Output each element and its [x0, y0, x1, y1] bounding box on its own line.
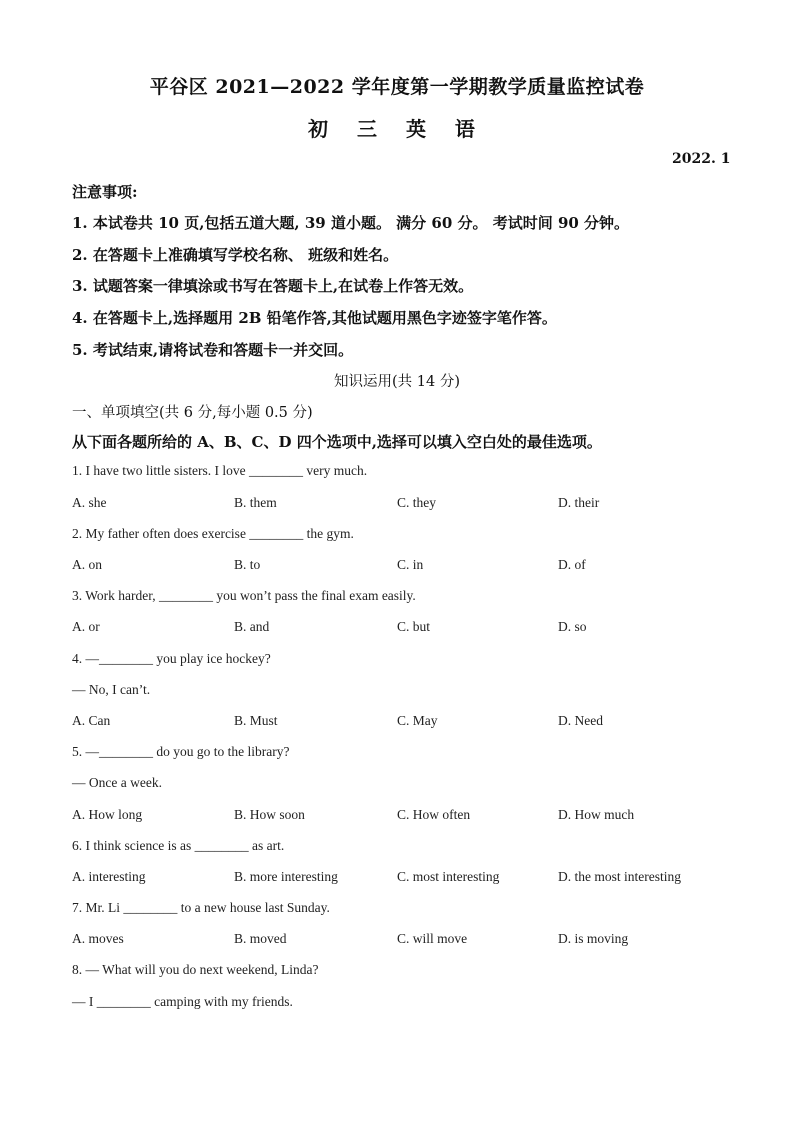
option-b: B. them [234, 495, 277, 510]
option-a: A. on [72, 557, 102, 572]
question-stem: 2. My father often does exercise ________ the gym. [72, 526, 354, 541]
option-b: B. to [234, 557, 261, 572]
option-c: C. How often [397, 807, 471, 822]
notice-item: 5. 考试结束,请将试卷和答题卡一并交回。 [72, 341, 354, 359]
option-a: A. interesting [72, 869, 146, 884]
question-stem: 1. I have two little sisters. I love ________ very much. [72, 463, 368, 478]
question-stem: 5. —________ do you go to the library? [72, 744, 290, 759]
notice-heading: 注意事项: [72, 183, 138, 201]
option-d: D. so [558, 619, 587, 634]
option-b: B. moved [234, 931, 287, 946]
option-b: B. and [234, 619, 270, 634]
dialogue-response: — No, I can’t. [72, 682, 151, 697]
option-a: A. How long [72, 807, 143, 822]
option-a: A. moves [72, 931, 124, 946]
dialogue-response: — I ________ camping with my friends. [72, 994, 293, 1009]
option-c: C. May [397, 713, 438, 728]
question-stem: 8. — What will you do next weekend, Linda? [72, 962, 319, 977]
notice-item: 2. 在答题卡上准确填写学校名称、 班级和姓名。 [72, 246, 399, 264]
option-b: B. more interesting [234, 869, 338, 884]
notice-item: 4. 在答题卡上,选择题用 2B 铅笔作答,其他试题用黑色字迹签字笔作答。 [72, 309, 557, 327]
exam-subtitle: 初 三 英 语 [308, 117, 486, 141]
question-stem: 7. Mr. Li ________ to a new house last Sunday. [72, 900, 330, 915]
question-stem: 6. I think science is as ________ as art. [72, 838, 285, 853]
option-c: C. they [397, 495, 436, 510]
option-a: A. she [72, 495, 107, 510]
notice-item: 3. 试题答案一律填涂或书写在答题卡上,在试卷上作答无效。 [72, 277, 474, 295]
question-stem: 4. —________ you play ice hockey? [72, 651, 271, 666]
exam-date: 2022. 1 [672, 151, 731, 167]
option-d: D. Need [558, 713, 603, 728]
part-heading: 知识运用(共 14 分) [334, 374, 460, 390]
option-a: A. Can [72, 713, 111, 728]
option-b: B. Must [234, 713, 278, 728]
question-stem: 3. Work harder, ________ you won’t pass the final exam easily. [72, 588, 416, 603]
option-c: C. will move [397, 931, 468, 946]
section-instruction: 从下面各题所给的 A、B、C、D 四个选项中,选择可以填入空白处的最佳选项。 [72, 433, 602, 451]
option-d: D. their [558, 495, 600, 510]
option-c: C. most interesting [397, 869, 500, 884]
option-d: D. the most interesting [558, 869, 681, 884]
option-d: D. is moving [558, 931, 629, 946]
option-c: C. in [397, 557, 424, 572]
option-b: B. How soon [234, 807, 305, 822]
exam-title: 平谷区 2021—2022 学年度第一学期教学质量监控试卷 [149, 76, 645, 98]
option-a: A. or [72, 619, 100, 634]
option-c: C. but [397, 619, 431, 634]
option-d: D. How much [558, 807, 635, 822]
section-heading: 一、单项填空(共 6 分,每小题 0.5 分) [72, 405, 313, 421]
option-d: D. of [558, 557, 586, 572]
dialogue-response: — Once a week. [72, 775, 162, 790]
notice-item: 1. 本试卷共 10 页,包括五道大题, 39 道小题。 满分 60 分。 考试时间 90 分钟。 [72, 214, 630, 232]
